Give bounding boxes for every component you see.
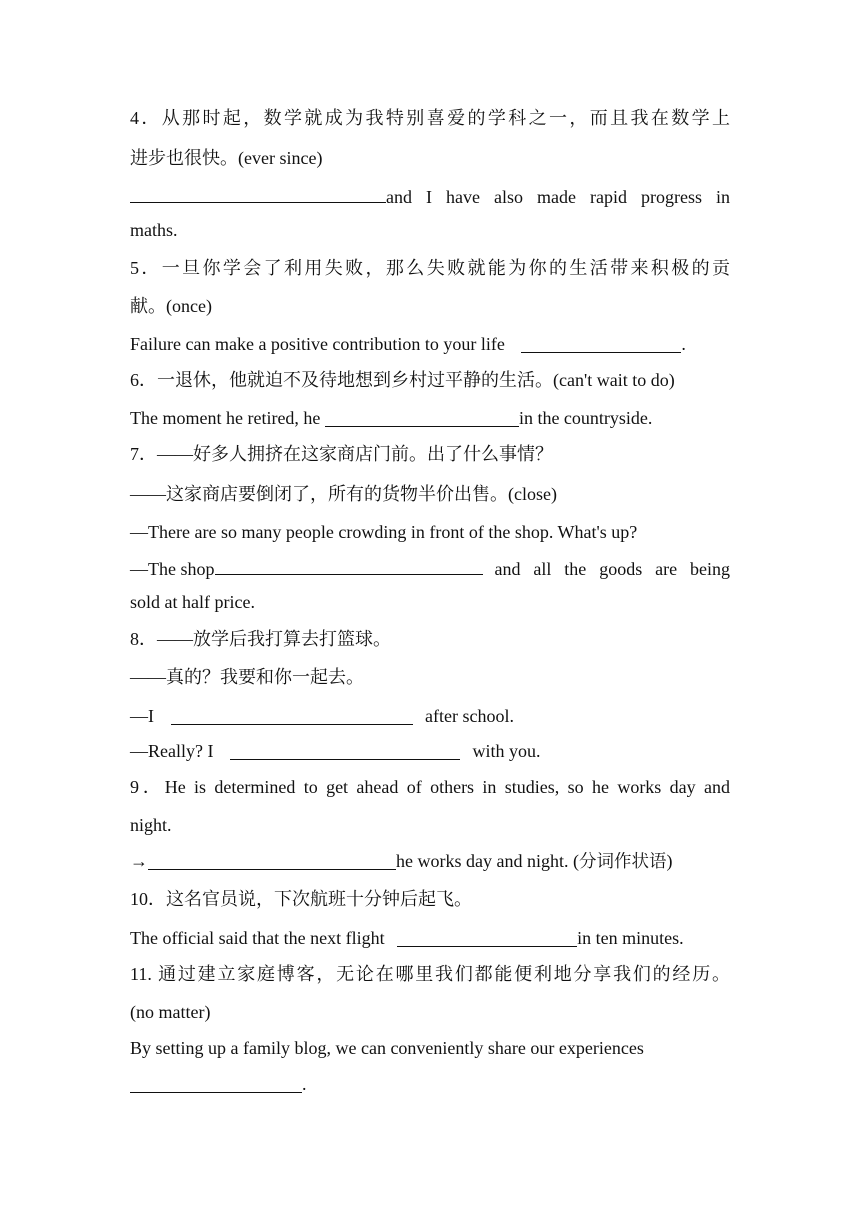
q7-answer-head: —The shop bbox=[130, 559, 215, 579]
q6-answer-line bbox=[130, 406, 730, 430]
q4-prompt-line-2: 进步也很快。(ever since) bbox=[130, 148, 323, 168]
q4-answer-tail: and I have also made rapid progress in bbox=[386, 187, 730, 207]
q8-answer-a-blank[interactable] bbox=[171, 706, 413, 725]
q7-prompt-line-2: ——这家商店要倒闭了，所有的货物半价出售。(close) bbox=[130, 484, 557, 504]
q9-prompt-line-1: 9．He is determined to get ahead of others in studies, so he works day and bbox=[130, 777, 730, 797]
q5-prompt-line-2: 献。(once) bbox=[130, 296, 212, 316]
q8-answer-a-tail: after school. bbox=[425, 706, 514, 726]
q7-answer-line bbox=[130, 556, 730, 581]
q11-answer-period: . bbox=[302, 1074, 307, 1094]
q6-prompt-line-1: 6．一退休，他就迫不及待地想到乡村过平静的生活。(can't wait to do) bbox=[130, 370, 675, 390]
q8-answer-line-1 bbox=[130, 704, 730, 728]
q4-answer-line-2: maths. bbox=[130, 220, 178, 240]
q11-prompt-line-1: 11. 通过建立家庭博客，无论在哪里我们都能便利地分享我们的经历。 bbox=[130, 964, 730, 984]
q9-answer-line bbox=[130, 849, 730, 874]
q4-answer-line bbox=[130, 184, 730, 209]
q10-answer-head: The official said that the next flight bbox=[130, 928, 385, 948]
q11-answer-line-2 bbox=[130, 1072, 730, 1096]
q11-answer-blank[interactable] bbox=[130, 1074, 302, 1093]
q8-answer-b-head: —Really? I bbox=[130, 741, 214, 761]
q9-answer-tail: he works day and night. ( bbox=[396, 851, 579, 871]
q9-prompt-line-2: night. bbox=[130, 815, 172, 835]
q6-answer-head: The moment he retired, he bbox=[130, 408, 321, 428]
q5-prompt-line-1: 5．一旦你学会了利用失败，那么失败就能为你的生活带来积极的贡 bbox=[130, 258, 730, 278]
q8-answer-line-2 bbox=[130, 739, 730, 763]
q10-prompt-line-1: 10．这名官员说，下次航班十分钟后起飞。 bbox=[130, 889, 472, 909]
q8-answer-b-blank[interactable] bbox=[230, 741, 460, 760]
q5-answer-line bbox=[130, 332, 730, 356]
q8-prompt-line-1: 8．——放学后我打算去打篮球。 bbox=[130, 629, 391, 649]
q5-answer-period: . bbox=[681, 334, 686, 354]
q4-prompt-line-1: 4．从那时起，数学就成为我特别喜爱的学科之一，而且我在数学上 bbox=[130, 108, 730, 128]
q7-answer-tail: and all the goods are being bbox=[494, 559, 730, 579]
q10-answer-line bbox=[130, 926, 730, 950]
q9-answer-note: 分词作状语 bbox=[578, 852, 667, 872]
arrow-icon: → bbox=[130, 851, 148, 871]
q9-answer-blank[interactable] bbox=[148, 851, 396, 870]
q6-answer-tail: in the countryside. bbox=[518, 408, 653, 428]
q5-answer-blank[interactable] bbox=[521, 334, 681, 353]
q10-answer-blank[interactable] bbox=[397, 928, 577, 947]
q6-answer-blank[interactable] bbox=[325, 408, 519, 427]
q7-dialogue-line-1: —There are so many people crowding in front of the shop. What's up? bbox=[130, 522, 638, 542]
q11-answer-line-1: By setting up a family blog, we can conveniently share our experiences bbox=[130, 1038, 644, 1058]
q7-prompt-line-1: 7．——好多人拥挤在这家商店门前。出了什么事情？ bbox=[130, 444, 553, 464]
q8-prompt-line-2: ——真的？我要和你一起去。 bbox=[130, 667, 364, 687]
q4-answer-blank[interactable] bbox=[130, 184, 386, 203]
q7-answer-line-2: sold at half price. bbox=[130, 592, 255, 612]
q5-answer-head: Failure can make a positive contribution to your life bbox=[130, 334, 505, 354]
q8-answer-a-head: —I bbox=[130, 706, 154, 726]
q8-answer-b-tail: with you. bbox=[472, 741, 541, 761]
q7-answer-blank[interactable] bbox=[215, 556, 483, 575]
q10-answer-tail: in ten minutes. bbox=[577, 928, 684, 948]
q11-prompt-line-2: (no matter) bbox=[130, 1002, 211, 1022]
q9-answer-close: ) bbox=[666, 851, 673, 871]
